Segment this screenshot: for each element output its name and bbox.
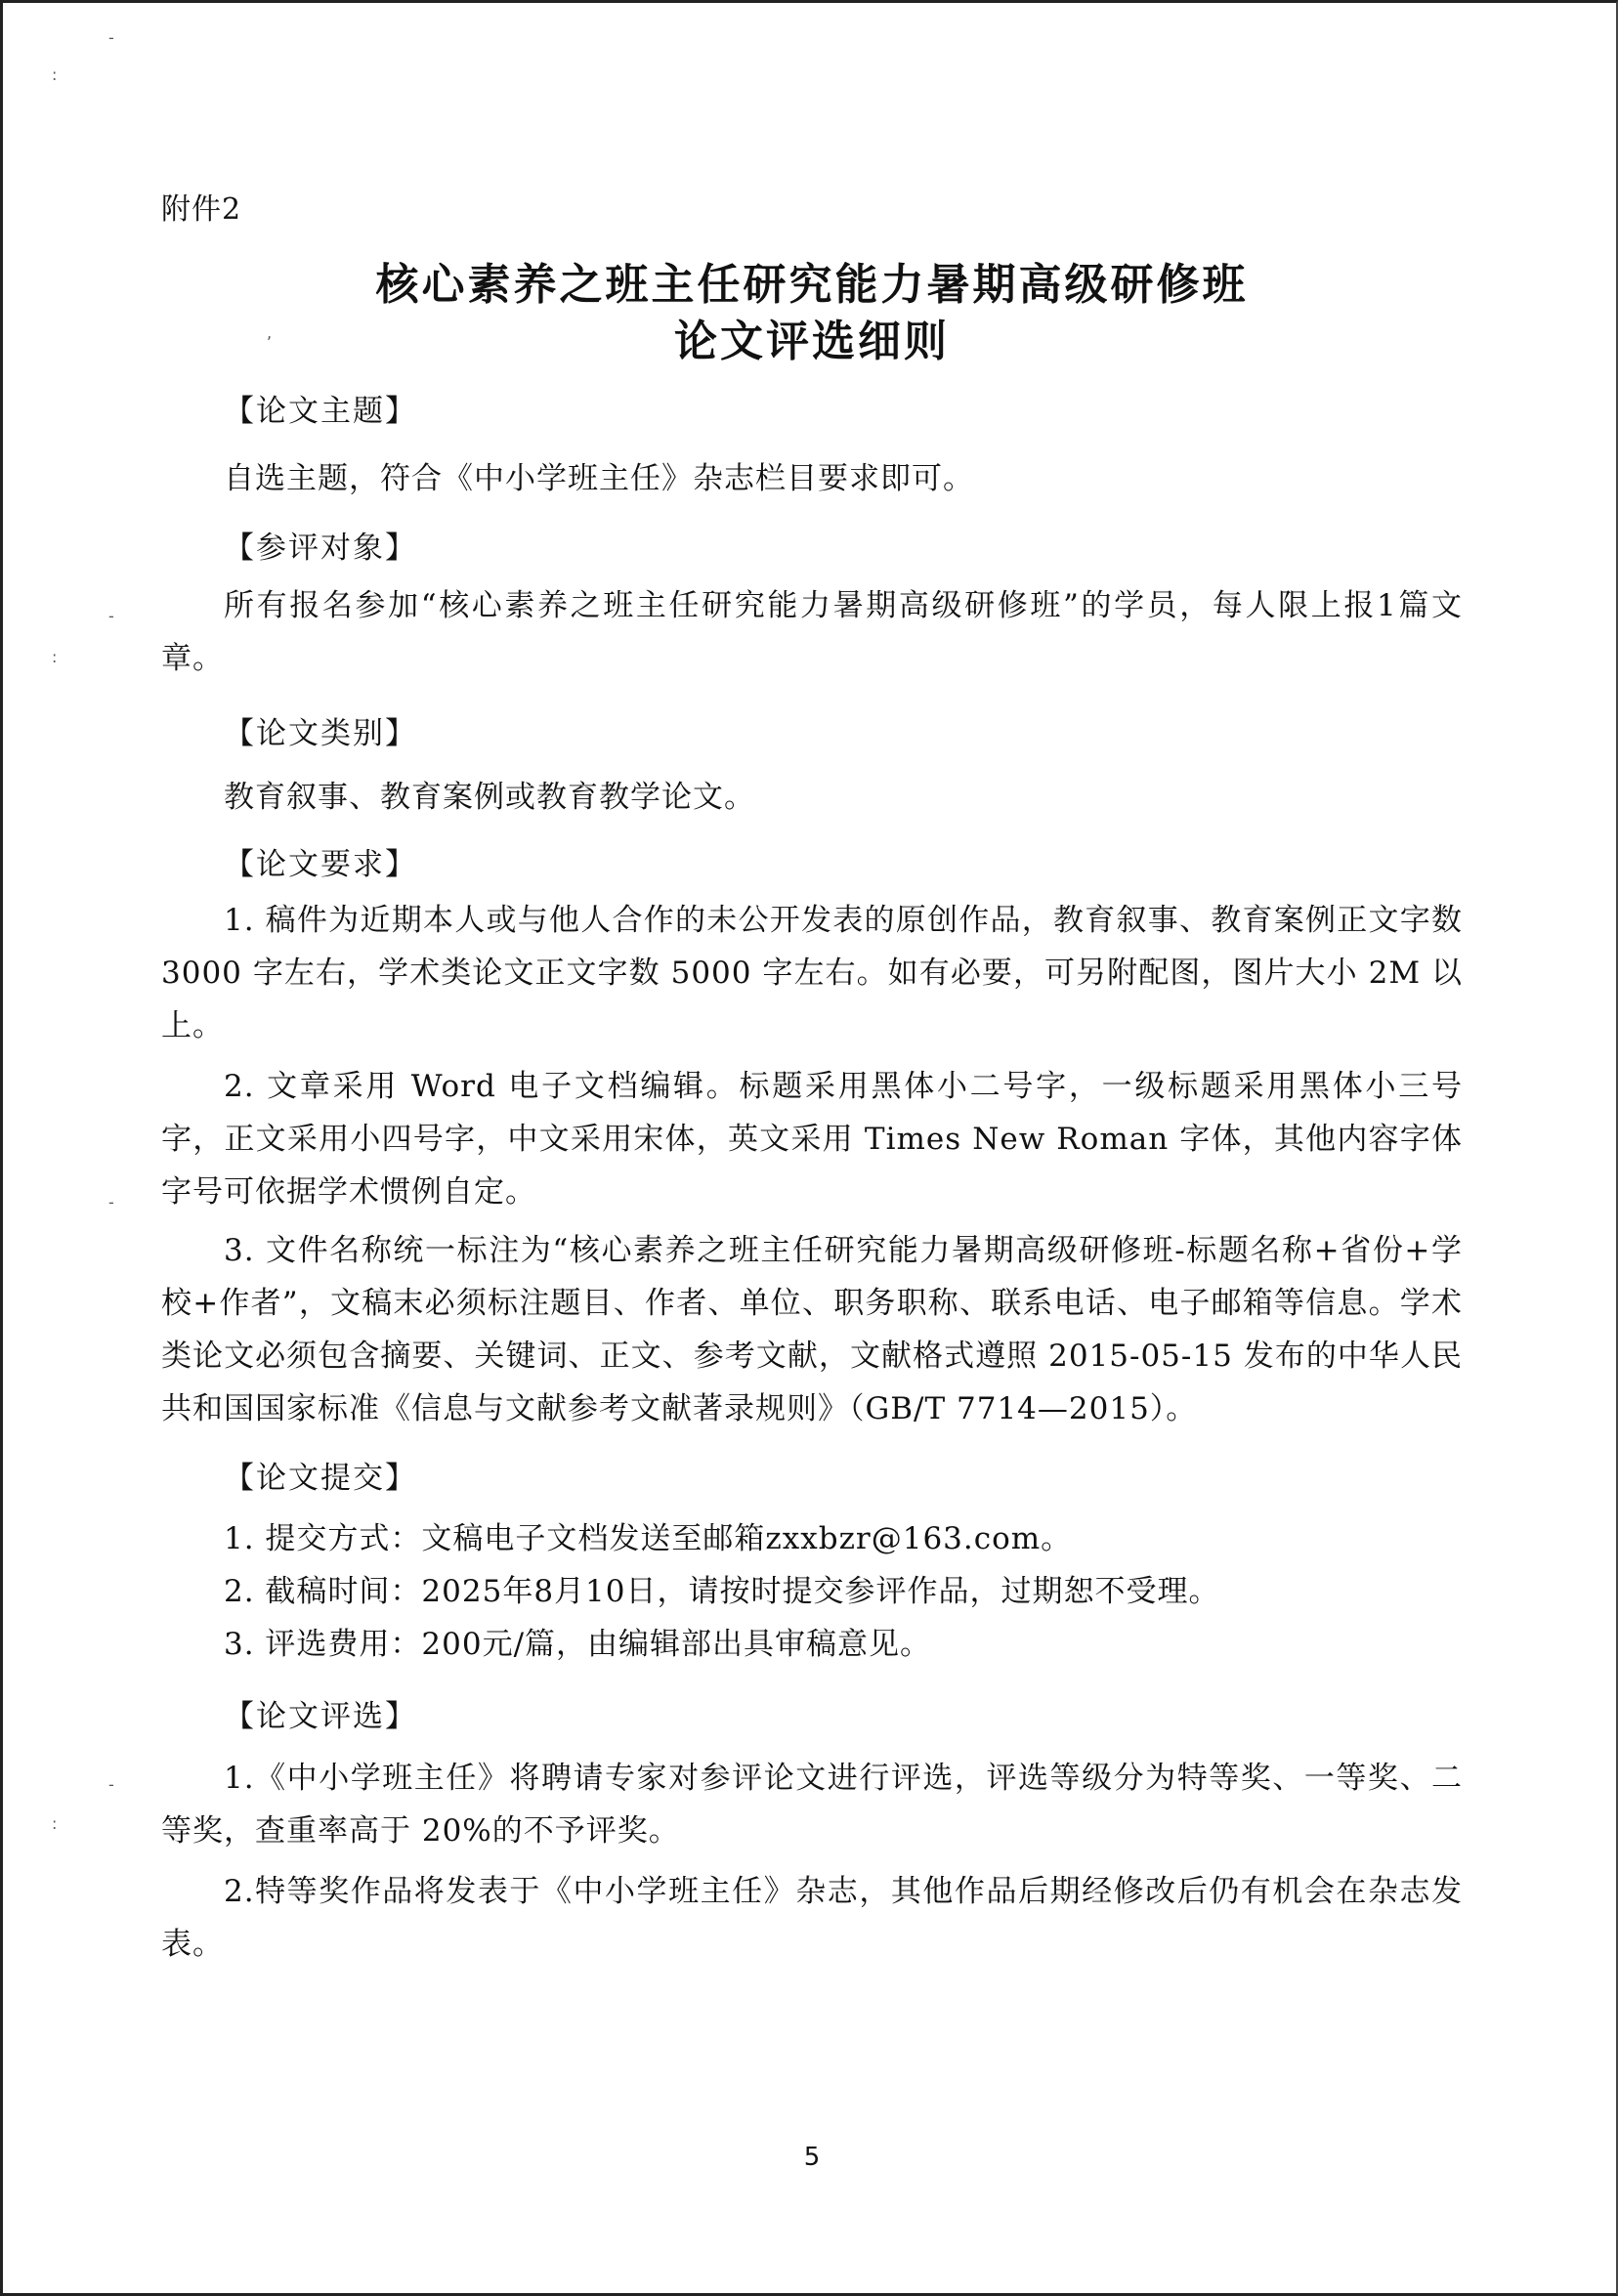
selection-item-2: 2.特等奖作品将发表于《中小学班主任》杂志，其他作品后期经修改后仍有机会在杂志发表。	[161, 1874, 1463, 1962]
section-heading-participants: 【参评对象】	[224, 531, 417, 566]
document-subtitle: 论文评选细则	[674, 317, 950, 366]
requirement-item-3: 3. 文件名称统一标注为“核心素养之班主任研究能力暑期高级研修班-标题名称+省份+学校+作者”，文稿末必须标注题目、作者、单位、职务职称、联系电话、电子邮箱等信息。学术类论文必须包含摘要、关键词、正文、参考文献，文献格式遵照 2015-05-15 发布的中华人民共和国国家标准《信息与文献参考文献著录规则》（GB/T 7714—2015）。	[161, 1233, 1463, 1426]
submission-item-1: 1. 提交方式：文稿电子文档发送至邮箱zxxbzr@163.com。	[224, 1521, 1073, 1556]
scan-mark: -	[108, 1193, 114, 1212]
section-heading-theme: 【论文主题】	[224, 394, 417, 429]
section-heading-category: 【论文类别】	[224, 716, 417, 751]
scan-mark: :	[52, 648, 58, 666]
section-text-category: 教育叙事、教育案例或教育教学论文。	[224, 780, 755, 815]
scan-mark: :	[52, 1814, 58, 1833]
section-heading-selection: 【论文评选】	[224, 1699, 417, 1734]
section-heading-submission: 【论文提交】	[224, 1461, 417, 1496]
page-number: 5	[803, 2143, 821, 2172]
scan-mark: -	[108, 607, 114, 625]
section-text-theme: 自选主题，符合《中小学班主任》杂志栏目要求即可。	[224, 461, 974, 496]
submission-item-3: 3. 评选费用：200元/篇，由编辑部出具审稿意见。	[224, 1627, 932, 1662]
requirement-item-1: 1. 稿件为近期本人或与他人合作的未公开发表的原创作品，教育叙事、教育案例正文字数 3000 字左右，学术类论文正文字数 5000 字左右。如有必要，可另附配图，图片大小 2M 以上。	[161, 903, 1463, 1043]
attachment-label: 附件2	[161, 192, 242, 227]
selection-item-1: 1.《中小学班主任》将聘请专家对参评论文进行评选，评选等级分为特等奖、一等奖、二等奖，查重率高于 20%的不予评奖。	[161, 1761, 1463, 1849]
submission-item-2: 2. 截稿时间：2025年8月10日，请按时提交参评作品，过期恕不受理。	[224, 1574, 1220, 1609]
section-text-participants: 所有报名参加“核心素养之班主任研究能力暑期高级研修班”的学员，每人限上报1篇文章。	[161, 588, 1463, 676]
document-title: 核心素养之班主任研究能力暑期高级研修班	[375, 260, 1249, 310]
scan-mark: -	[108, 28, 114, 47]
scan-mark: ,	[267, 323, 273, 342]
section-heading-requirements: 【论文要求】	[224, 847, 417, 882]
scan-mark: :	[52, 65, 58, 84]
requirement-item-2: 2. 文章采用 Word 电子文档编辑。标题采用黑体小二号字，一级标题采用黑体小三号字，正文采用小四号字，中文采用宋体，英文采用 Times New Roman 字体，其他内容字体字号可依据学术惯例自定。	[161, 1069, 1463, 1210]
scan-mark: -	[108, 1775, 114, 1794]
